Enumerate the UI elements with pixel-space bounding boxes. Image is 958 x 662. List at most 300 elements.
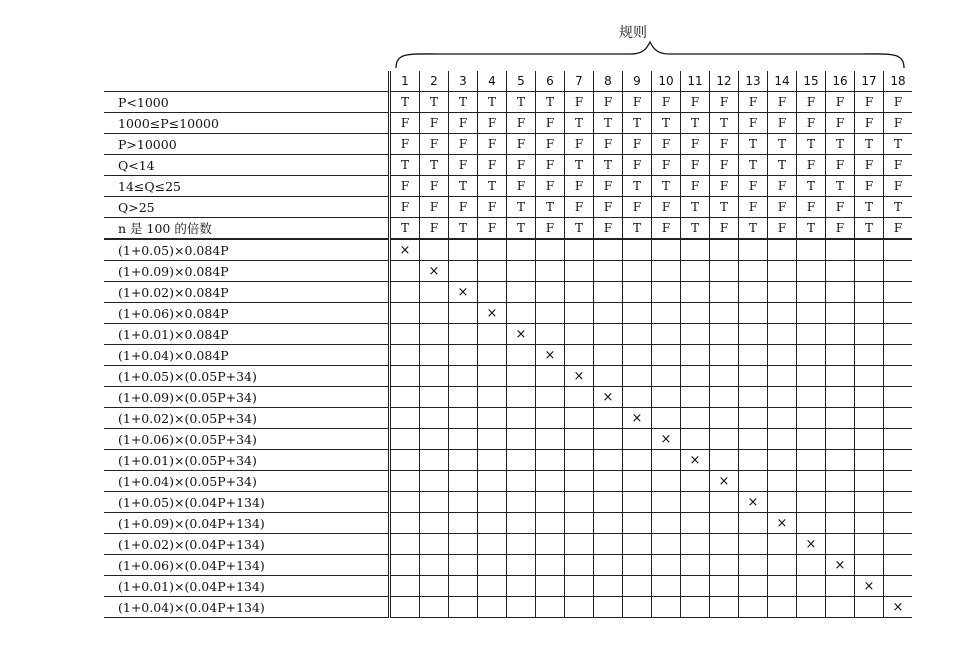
action-cell	[565, 597, 594, 618]
action-cell	[652, 450, 681, 471]
action-cell	[536, 303, 565, 324]
action-cell	[507, 534, 536, 555]
action-cell	[884, 239, 913, 261]
action-cell	[652, 513, 681, 534]
condition-value-cell: T	[826, 176, 855, 197]
action-cell	[855, 345, 884, 366]
action-cell	[507, 576, 536, 597]
action-cell	[884, 345, 913, 366]
condition-value-cell: T	[710, 197, 739, 218]
action-cell	[594, 429, 623, 450]
action-cell	[652, 239, 681, 261]
condition-value-cell: F	[652, 134, 681, 155]
action-cell	[478, 366, 507, 387]
action-cell	[478, 261, 507, 282]
action-cell	[739, 492, 768, 513]
action-cell	[565, 345, 594, 366]
action-cell	[594, 534, 623, 555]
condition-value-cell: F	[710, 218, 739, 240]
action-cell	[390, 513, 420, 534]
action-cell	[739, 471, 768, 492]
rules-title: 规则	[619, 25, 647, 41]
action-cell	[478, 555, 507, 576]
action-cell	[390, 345, 420, 366]
condition-value-cell: F	[768, 92, 797, 113]
action-label: (1+0.02)×(0.05P+34)	[104, 408, 390, 429]
action-cell	[565, 282, 594, 303]
action-cell	[652, 261, 681, 282]
action-cell	[681, 261, 710, 282]
action-cell	[390, 450, 420, 471]
action-mark: ×	[834, 557, 846, 573]
action-cell	[594, 576, 623, 597]
action-cell	[420, 387, 449, 408]
condition-value-cell: T	[565, 113, 594, 134]
action-cell	[652, 597, 681, 618]
action-cell	[623, 303, 652, 324]
condition-value-cell: F	[739, 197, 768, 218]
action-cell	[565, 261, 594, 282]
action-cell	[390, 576, 420, 597]
action-label: (1+0.01)×(0.05P+34)	[104, 450, 390, 471]
action-cell	[507, 408, 536, 429]
action-cell	[826, 324, 855, 345]
condition-value-cell: T	[507, 92, 536, 113]
action-cell	[623, 534, 652, 555]
action-cell	[826, 513, 855, 534]
condition-value-cell: T	[536, 92, 565, 113]
condition-value-cell: F	[449, 113, 478, 134]
action-cell	[478, 282, 507, 303]
action-cell	[390, 492, 420, 513]
condition-value-cell: F	[536, 134, 565, 155]
action-cell	[652, 429, 681, 450]
action-cell	[449, 366, 478, 387]
condition-value-cell: F	[478, 134, 507, 155]
action-mark: ×	[892, 599, 904, 615]
condition-value-cell: F	[536, 176, 565, 197]
condition-value-cell: F	[478, 218, 507, 240]
condition-value-cell: F	[652, 92, 681, 113]
action-cell	[768, 261, 797, 282]
action-mark: ×	[660, 431, 672, 447]
action-cell	[797, 513, 826, 534]
action-cell	[623, 471, 652, 492]
condition-value-cell: T	[855, 197, 884, 218]
condition-value-cell: F	[826, 218, 855, 240]
action-cell	[449, 239, 478, 261]
condition-value-cell: F	[710, 92, 739, 113]
action-cell	[420, 239, 449, 261]
action-cell	[623, 261, 652, 282]
condition-value-cell: T	[565, 218, 594, 240]
action-cell	[536, 366, 565, 387]
action-cell	[478, 387, 507, 408]
action-row	[104, 239, 912, 261]
condition-value-cell: T	[797, 134, 826, 155]
condition-value-cell: T	[507, 218, 536, 240]
action-cell	[710, 239, 739, 261]
action-cell	[623, 408, 652, 429]
action-cell	[390, 366, 420, 387]
condition-value-cell: F	[390, 197, 420, 218]
action-mark: ×	[544, 347, 556, 363]
action-cell	[710, 366, 739, 387]
action-cell	[390, 303, 420, 324]
action-cell	[768, 471, 797, 492]
action-cell	[855, 492, 884, 513]
action-cell	[420, 534, 449, 555]
action-cell	[884, 366, 913, 387]
action-cell	[884, 408, 913, 429]
action-cell	[536, 324, 565, 345]
action-cell	[884, 324, 913, 345]
action-row	[104, 282, 912, 303]
action-cell	[710, 429, 739, 450]
action-cell	[420, 492, 449, 513]
action-cell	[420, 261, 449, 282]
condition-value-cell: F	[768, 218, 797, 240]
action-cell	[478, 513, 507, 534]
action-cell	[623, 429, 652, 450]
action-cell	[681, 450, 710, 471]
action-cell	[768, 555, 797, 576]
condition-value-cell: T	[420, 155, 449, 176]
condition-value-cell: T	[739, 155, 768, 176]
condition-value-cell: F	[739, 113, 768, 134]
action-cell	[710, 261, 739, 282]
action-cell	[478, 492, 507, 513]
action-cell	[536, 282, 565, 303]
action-cell	[420, 597, 449, 618]
action-row	[104, 366, 912, 387]
condition-value-cell: F	[797, 92, 826, 113]
action-cell	[507, 513, 536, 534]
action-cell	[420, 366, 449, 387]
action-cell	[826, 534, 855, 555]
action-cell	[478, 239, 507, 261]
condition-value-cell: F	[594, 176, 623, 197]
action-cell	[594, 366, 623, 387]
action-cell	[594, 597, 623, 618]
action-cell	[594, 408, 623, 429]
action-cell	[652, 303, 681, 324]
action-cell	[826, 450, 855, 471]
condition-value-cell: F	[739, 92, 768, 113]
action-cell	[797, 303, 826, 324]
rule-number-cell: 5	[507, 71, 536, 92]
action-cell	[797, 239, 826, 261]
action-cell	[884, 576, 913, 597]
action-cell	[884, 261, 913, 282]
condition-value-cell: F	[390, 113, 420, 134]
action-label: (1+0.01)×(0.04P+134)	[104, 576, 390, 597]
action-mark: ×	[486, 305, 498, 321]
action-mark: ×	[718, 473, 730, 489]
action-mark: ×	[457, 284, 469, 300]
rule-number-cell: 3	[449, 71, 478, 92]
condition-value-cell: F	[710, 176, 739, 197]
action-cell	[739, 534, 768, 555]
action-label: (1+0.09)×(0.05P+34)	[104, 387, 390, 408]
action-cell	[710, 345, 739, 366]
action-cell	[652, 366, 681, 387]
action-cell	[536, 239, 565, 261]
action-cell	[536, 576, 565, 597]
action-cell	[623, 492, 652, 513]
condition-value-cell: T	[565, 155, 594, 176]
action-cell	[739, 239, 768, 261]
action-cell	[449, 492, 478, 513]
action-label: (1+0.05)×(0.05P+34)	[104, 366, 390, 387]
action-cell	[565, 492, 594, 513]
action-cell	[797, 492, 826, 513]
condition-value-cell: T	[826, 134, 855, 155]
condition-value-cell: T	[681, 218, 710, 240]
action-cell	[826, 576, 855, 597]
condition-value-cell: F	[478, 113, 507, 134]
action-row	[104, 387, 912, 408]
condition-value-cell: F	[797, 155, 826, 176]
action-cell	[652, 282, 681, 303]
rule-number-cell: 6	[536, 71, 565, 92]
action-row	[104, 492, 912, 513]
rule-number-cell: 14	[768, 71, 797, 92]
condition-value-cell: F	[855, 113, 884, 134]
condition-value-cell: T	[449, 92, 478, 113]
rule-number-cell: 4	[478, 71, 507, 92]
action-cell	[420, 576, 449, 597]
action-row	[104, 513, 912, 534]
action-cell	[739, 303, 768, 324]
action-cell	[710, 324, 739, 345]
action-mark: ×	[573, 368, 585, 384]
condition-value-cell: F	[768, 113, 797, 134]
action-row	[104, 471, 912, 492]
condition-value-cell: F	[420, 197, 449, 218]
action-cell	[826, 345, 855, 366]
action-cell	[449, 345, 478, 366]
action-cell	[536, 261, 565, 282]
condition-value-cell: F	[507, 134, 536, 155]
action-cell	[449, 387, 478, 408]
action-cell	[449, 555, 478, 576]
action-cell	[884, 387, 913, 408]
action-cell	[797, 387, 826, 408]
action-cell	[652, 471, 681, 492]
action-cell	[768, 534, 797, 555]
action-row	[104, 450, 912, 471]
action-cell	[536, 597, 565, 618]
action-label: (1+0.02)×(0.04P+134)	[104, 534, 390, 555]
action-cell	[594, 387, 623, 408]
action-cell	[855, 239, 884, 261]
action-cell	[739, 576, 768, 597]
action-cell	[449, 303, 478, 324]
condition-value-cell: F	[507, 155, 536, 176]
condition-value-cell: T	[768, 155, 797, 176]
rule-number-cell: 16	[826, 71, 855, 92]
action-cell	[478, 471, 507, 492]
action-label: (1+0.09)×0.084P	[104, 261, 390, 282]
action-cell	[623, 450, 652, 471]
action-cell	[420, 324, 449, 345]
condition-value-cell: F	[826, 92, 855, 113]
action-cell	[449, 450, 478, 471]
action-cell	[768, 366, 797, 387]
condition-value-cell: F	[507, 113, 536, 134]
condition-value-cell: F	[420, 134, 449, 155]
action-cell	[797, 429, 826, 450]
action-cell	[565, 239, 594, 261]
action-cell	[420, 303, 449, 324]
action-cell	[536, 429, 565, 450]
action-cell	[507, 471, 536, 492]
action-cell	[449, 513, 478, 534]
condition-value-cell: F	[739, 176, 768, 197]
action-cell	[681, 576, 710, 597]
action-cell	[478, 576, 507, 597]
action-cell	[855, 450, 884, 471]
condition-value-cell: T	[855, 218, 884, 240]
action-cell	[478, 303, 507, 324]
action-cell	[507, 597, 536, 618]
action-mark: ×	[399, 242, 411, 258]
condition-value-cell: F	[420, 218, 449, 240]
action-cell	[826, 429, 855, 450]
condition-value-cell: F	[797, 197, 826, 218]
condition-value-cell: T	[390, 218, 420, 240]
action-cell	[390, 597, 420, 618]
action-mark: ×	[805, 536, 817, 552]
action-cell	[623, 282, 652, 303]
action-cell	[681, 366, 710, 387]
condition-value-cell: T	[623, 176, 652, 197]
action-cell	[681, 429, 710, 450]
condition-value-cell: F	[768, 197, 797, 218]
rule-number-cell: 9	[623, 71, 652, 92]
condition-value-cell: F	[710, 155, 739, 176]
condition-value-cell: F	[855, 155, 884, 176]
action-cell	[710, 303, 739, 324]
condition-value-cell: F	[507, 176, 536, 197]
rule-number-cell: 2	[420, 71, 449, 92]
action-cell	[768, 408, 797, 429]
action-cell	[710, 408, 739, 429]
action-cell	[507, 239, 536, 261]
condition-value-cell: F	[623, 155, 652, 176]
action-label: (1+0.04)×0.084P	[104, 345, 390, 366]
action-cell	[507, 345, 536, 366]
condition-value-cell: T	[681, 197, 710, 218]
condition-row	[104, 113, 912, 134]
action-cell	[739, 408, 768, 429]
action-cell	[826, 408, 855, 429]
action-label: (1+0.06)×(0.05P+34)	[104, 429, 390, 450]
action-cell	[681, 408, 710, 429]
action-cell	[884, 597, 913, 618]
action-cell	[507, 429, 536, 450]
rule-number-cell: 18	[884, 71, 913, 92]
condition-value-cell: F	[797, 113, 826, 134]
action-cell	[739, 387, 768, 408]
action-cell	[449, 282, 478, 303]
action-label: (1+0.05)×0.084P	[104, 239, 390, 261]
condition-value-cell: F	[420, 176, 449, 197]
action-cell	[652, 534, 681, 555]
action-cell	[536, 513, 565, 534]
condition-value-cell: F	[478, 155, 507, 176]
action-cell	[420, 282, 449, 303]
action-label: (1+0.04)×(0.05P+34)	[104, 471, 390, 492]
condition-value-cell: F	[565, 92, 594, 113]
action-cell	[797, 324, 826, 345]
action-cell	[507, 261, 536, 282]
action-cell	[710, 492, 739, 513]
action-cell	[565, 303, 594, 324]
action-cell	[768, 345, 797, 366]
rule-number-cell: 7	[565, 71, 594, 92]
action-row	[104, 576, 912, 597]
action-cell	[826, 492, 855, 513]
condition-value-cell: F	[623, 92, 652, 113]
condition-value-cell: F	[623, 134, 652, 155]
condition-label: 1000≤P≤10000	[104, 113, 390, 134]
action-cell	[449, 534, 478, 555]
action-cell	[594, 513, 623, 534]
action-cell	[739, 345, 768, 366]
action-cell	[797, 282, 826, 303]
action-cell	[449, 576, 478, 597]
rule-number-cell: 15	[797, 71, 826, 92]
condition-row	[104, 155, 912, 176]
condition-value-cell: T	[797, 218, 826, 240]
action-cell	[536, 408, 565, 429]
action-cell	[855, 555, 884, 576]
action-cell	[768, 597, 797, 618]
action-cell	[681, 387, 710, 408]
action-cell	[594, 471, 623, 492]
action-cell	[536, 555, 565, 576]
condition-value-cell: F	[855, 176, 884, 197]
action-cell	[507, 450, 536, 471]
rule-number-cell: 11	[681, 71, 710, 92]
action-cell	[594, 303, 623, 324]
action-cell	[855, 534, 884, 555]
condition-value-cell: F	[536, 218, 565, 240]
action-cell	[768, 429, 797, 450]
condition-value-cell: T	[507, 197, 536, 218]
action-row	[104, 303, 912, 324]
condition-label: n 是 100 的倍数	[104, 218, 390, 240]
condition-value-cell: F	[565, 197, 594, 218]
action-cell	[652, 324, 681, 345]
action-cell	[478, 345, 507, 366]
condition-value-cell: T	[478, 176, 507, 197]
action-cell	[739, 555, 768, 576]
rule-number-cell: 12	[710, 71, 739, 92]
action-cell	[623, 576, 652, 597]
action-cell	[710, 471, 739, 492]
rule-number-row	[104, 71, 912, 92]
condition-value-cell: F	[884, 218, 913, 240]
condition-label: P<1000	[104, 92, 390, 113]
action-cell	[768, 450, 797, 471]
action-cell	[855, 471, 884, 492]
action-cell	[710, 534, 739, 555]
action-cell	[855, 429, 884, 450]
rule-number-cell: 1	[390, 71, 420, 92]
